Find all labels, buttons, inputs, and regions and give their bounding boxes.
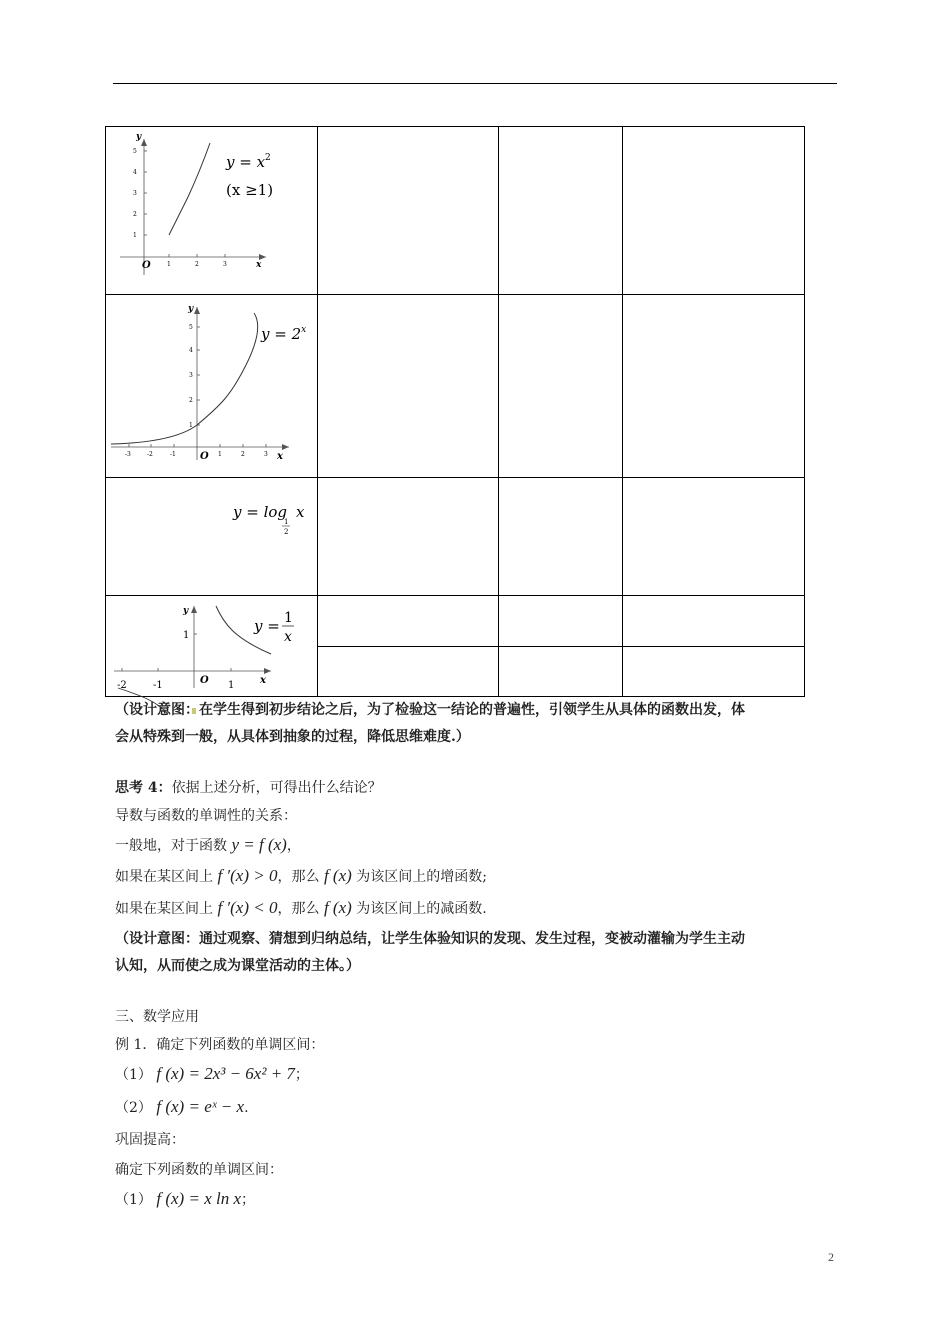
blank-cell: [318, 295, 499, 478]
graph-exponential: [106, 295, 317, 478]
x-tick: 3: [264, 451, 268, 458]
blank-cell: [318, 127, 499, 295]
y-tick: 2: [189, 397, 193, 404]
y-tick: 1: [133, 232, 137, 239]
function-label: y = log: [233, 503, 288, 521]
blank-cell: [623, 596, 805, 647]
function-label: $y = 2^x$: [261, 325, 307, 343]
consolidate-heading: 巩固提高：: [115, 1132, 185, 1148]
table-row: [106, 596, 805, 647]
y-tick: 2: [133, 211, 137, 218]
graph-x-squared: [106, 127, 317, 295]
blank-cell: [623, 478, 805, 596]
y-tick: 1: [189, 422, 193, 429]
x-tick: 2: [241, 451, 245, 458]
example-1: 例 1．确定下列函数的单调区间：: [115, 1037, 325, 1053]
x-tick: -2: [147, 451, 153, 458]
relation-heading: 导数与函数的单调性的关系：: [115, 808, 297, 824]
domain-label: (x ≥1): [226, 181, 274, 199]
y-tick: 1: [183, 630, 190, 641]
y-axis-label: y: [188, 304, 194, 314]
x-tick: 3: [223, 261, 227, 268]
y-axis-label: y: [183, 606, 189, 616]
graph-cell-reciprocal: [106, 596, 318, 697]
blank-cell: [499, 596, 623, 647]
graph-cell-x-squared: [106, 127, 318, 295]
log-base-numerator: 1: [284, 518, 289, 526]
consolidate-item-1: （1） f (x) = x ln x；: [115, 1189, 256, 1208]
log-base-denominator: 2: [284, 528, 289, 536]
blank-cell: [623, 647, 805, 697]
x-tick: 1: [228, 680, 235, 691]
function-label: $y = x^2$: [226, 153, 271, 171]
y-tick: 3: [189, 372, 193, 379]
blank-cell: [318, 478, 499, 596]
header-rule: [113, 83, 837, 84]
graph-cell-log: [106, 478, 318, 596]
x-tick: 1: [218, 451, 222, 458]
consolidate-task: 确定下列函数的单调区间：: [115, 1162, 283, 1178]
x-axis-label: x: [260, 675, 266, 686]
design-intent-2-line1: （设计意图：通过观察、猜想到归纳总结，让学生体验知识的发现、发生过程，变被动灌输为学生主动: [115, 931, 745, 947]
x-tick: 1: [167, 261, 171, 268]
label-log: [106, 478, 317, 596]
y-tick: 4: [133, 169, 137, 176]
origin-label: O: [142, 260, 151, 271]
graph-cell-exponential: [106, 295, 318, 478]
curve-x-squared: [169, 143, 210, 235]
x-tick: -1: [153, 680, 163, 691]
decreasing-rule: 如果在某区间上 f ′(x) < 0，那么 f (x) 为该区间上的减函数.: [115, 898, 487, 917]
table-row: [106, 478, 805, 596]
blank-cell: [499, 127, 623, 295]
blank-cell: [318, 596, 499, 647]
log-argument: x: [296, 503, 305, 521]
think-4: 思考 4：依据上述分析，可得出什么结论？: [115, 780, 382, 796]
table-row: [106, 127, 805, 295]
blank-cell: [499, 295, 623, 478]
origin-label: O: [200, 451, 209, 462]
x-tick: -2: [117, 680, 127, 691]
x-tick: -1: [170, 451, 176, 458]
blank-cell: [499, 647, 623, 697]
y-tick: 5: [133, 148, 137, 155]
x-tick: -3: [125, 451, 131, 458]
function-label: y =: [254, 617, 280, 635]
section-3-heading: 三、数学应用: [115, 1009, 199, 1025]
design-intent-2-line2: 认知，从而使之成为课堂活动的主体。）: [115, 958, 360, 974]
general-statement: 一般地，对于函数 y = f (x)，: [115, 835, 301, 854]
example-1-item-1: （1） f (x) = 2x³ − 6x² + 7；: [115, 1064, 309, 1083]
y-tick: 3: [133, 190, 137, 197]
increasing-rule: 如果在某区间上 f ′(x) > 0，那么 f (x) 为该区间上的增函数;: [115, 866, 487, 885]
y-tick: 4: [189, 347, 193, 354]
y-axis-label: y: [136, 132, 142, 142]
x-axis-label: x: [277, 451, 283, 462]
design-intent-1-line2: 会从特殊到一般，从具体到抽象的过程，降低思维难度.）: [115, 729, 470, 745]
y-tick: 5: [189, 324, 193, 331]
design-intent-1-line1: （设计意图：在学生得到初步结论之后，为了检验这一结论的普遍性，引领学生从具体的函数出发，体: [115, 702, 745, 718]
curve-exponential: [111, 313, 258, 444]
function-table: [105, 126, 805, 697]
origin-label: O: [200, 675, 209, 686]
blank-cell: [623, 295, 805, 478]
blank-cell: [318, 647, 499, 697]
x-axis-label: x: [256, 260, 262, 270]
fraction-numerator: 1: [284, 610, 293, 626]
blank-cell: [499, 478, 623, 596]
example-1-item-2: （2） f (x) = eˣ − x.: [115, 1097, 249, 1116]
x-tick: 2: [195, 261, 199, 268]
table-row: [106, 295, 805, 478]
page-number: 2: [828, 1250, 834, 1264]
blank-cell: [623, 127, 805, 295]
graph-reciprocal: [106, 596, 317, 697]
fraction-denominator: x: [284, 629, 292, 645]
